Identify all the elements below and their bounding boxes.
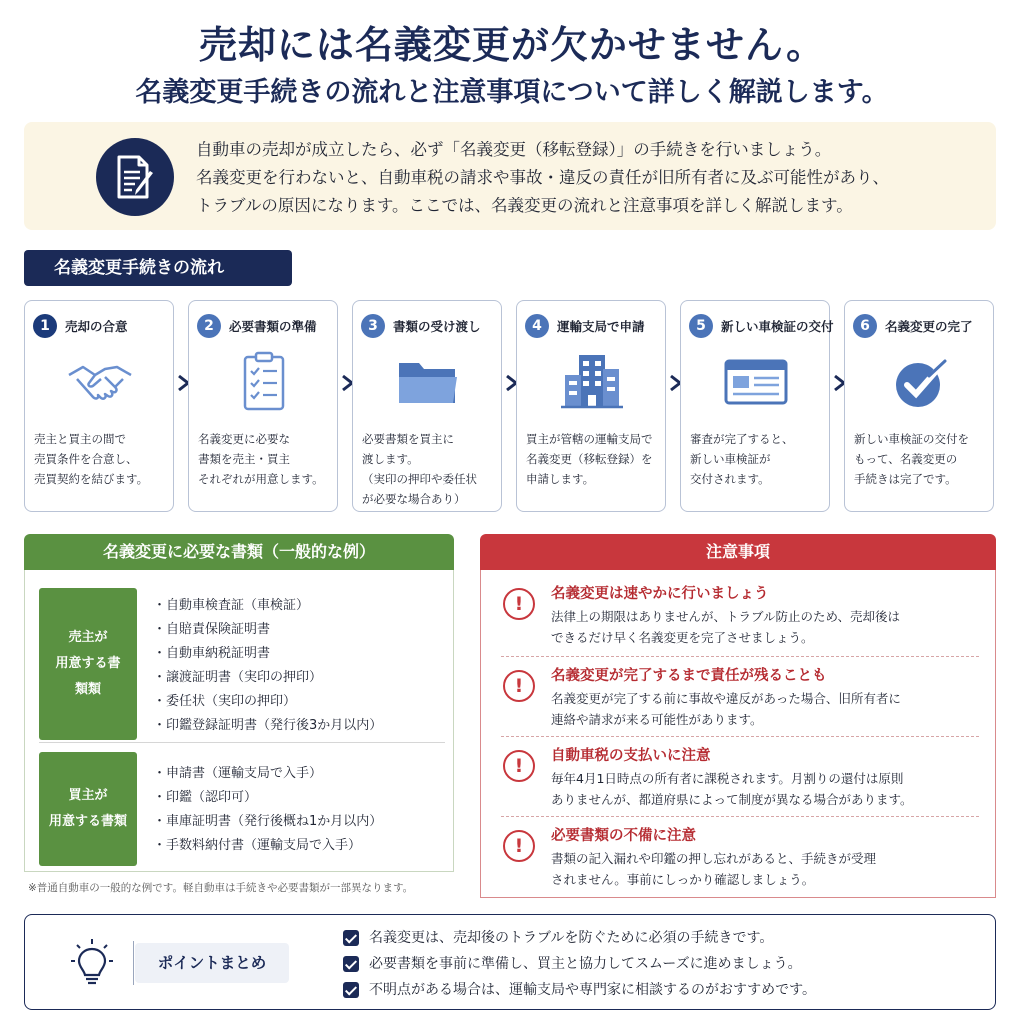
document-item: ・ 自動車検査証（車検証） <box>153 594 382 618</box>
group-label-line: 買主が <box>68 788 108 803</box>
step-number: 1 <box>33 314 57 338</box>
step-description <box>854 429 990 489</box>
page-title: 売却には名義変更が欠かせません。 <box>198 23 826 67</box>
warning-text-line: ありませんが、都道府県によって制度が異なる場合があります。 <box>551 792 913 807</box>
warning-divider <box>501 816 979 817</box>
clipboard-checklist-icon <box>229 351 299 413</box>
step-desc-line: 書類を売主・買主 <box>198 452 290 466</box>
group-label-line: 類類 <box>74 682 101 697</box>
step-desc-line: 交付されます。 <box>690 472 770 486</box>
step-title: 売却の合意 <box>65 319 128 334</box>
step-title: 運輸支局で申請 <box>557 319 645 334</box>
step-desc-line: （実印の押印や委任状 <box>362 472 477 486</box>
warning-title: 自動車税の支払いに注意 <box>551 748 711 764</box>
checkbox-checked-icon <box>343 956 359 972</box>
step-desc-line: 売主と買主の間で <box>34 432 126 446</box>
lightbulb-icon <box>69 937 115 989</box>
step-description <box>34 429 170 489</box>
summary-divider <box>133 941 134 985</box>
step-desc-line: 渡します。 <box>362 452 419 466</box>
folder-icon <box>393 351 463 413</box>
flow-steps <box>24 300 998 512</box>
exclamation-circle-icon: ! <box>503 750 535 782</box>
step-description <box>526 429 662 489</box>
step-desc-line: 審査が完了すると、 <box>690 432 794 446</box>
document-item: ・ 印鑑登録証明書（発行後3か月以内） <box>153 714 382 738</box>
step-desc-line: 申請します。 <box>526 472 595 486</box>
summary-label: ポイントまとめ <box>135 943 289 983</box>
warning-title: 必要書類の不備に注意 <box>551 828 696 844</box>
warning-title: 名義変更は速やかに行いましょう <box>551 586 769 602</box>
certificate-card-icon <box>721 351 791 413</box>
document-item: ・ 譲渡証明書（実印の押印） <box>153 666 382 690</box>
check-circle-icon <box>885 351 955 413</box>
step-desc-line: 買主が管轄の運輸支局で <box>526 432 653 446</box>
warnings-heading: 注意事項 <box>480 534 996 570</box>
warning-divider <box>501 656 979 657</box>
step-card-2 <box>188 300 338 512</box>
intro-line: 自動車の売却が成立したら、必ず「名義変更（移転登録）」の手続きを行いましょう。 <box>196 140 832 159</box>
warning-text-line: 毎年4月1日時点の所有者に課税されます。月割りの還付は原則 <box>551 771 904 786</box>
step-desc-line: 新しい車検証が <box>690 452 771 466</box>
summary-item-text: 名義変更は、売却後のトラブルを防ぐために必須の手続きです。 <box>369 930 774 946</box>
warning-text-line: できるだけ早く名義変更を完了させましょう。 <box>551 630 814 645</box>
step-description <box>198 429 334 489</box>
step-desc-line: 手続きは完了です。 <box>854 472 957 486</box>
warnings-box <box>480 570 996 898</box>
summary-box <box>24 914 996 1010</box>
document-item: ・ 自動車納税証明書 <box>153 642 382 666</box>
group-label-line: 用意する書類 <box>48 814 127 829</box>
step-desc-line: もって、名義変更の <box>854 452 958 466</box>
exclamation-circle-icon: ! <box>503 588 535 620</box>
step-desc-line: 新しい車検証の交付を <box>854 432 969 446</box>
step-desc-line: が必要な場合あり） <box>362 492 466 506</box>
intro-text <box>196 136 986 220</box>
step-number: 4 <box>525 314 549 338</box>
warning-text-line: 法律上の期限はありませんが、トラブル防止のため、売却後は <box>551 609 901 624</box>
seller-document-list <box>153 594 382 738</box>
summary-item <box>343 977 816 1003</box>
document-item: ・ 委任状（実印の押印） <box>153 690 382 714</box>
step-desc-line: 売買契約を結びます。 <box>34 472 149 486</box>
warning-text <box>551 768 981 810</box>
step-card-1 <box>24 300 174 512</box>
handshake-icon <box>65 351 135 413</box>
exclamation-circle-icon: ! <box>503 670 535 702</box>
checkbox-checked-icon <box>343 930 359 946</box>
warning-item <box>501 662 981 736</box>
step-title: 名義変更の完了 <box>885 319 973 334</box>
intro-line: トラブルの原因になります。ここでは、名義変更の流れと注意事項を詳しく解説します。 <box>196 196 853 215</box>
summary-item-text: 必要書類を事前に準備し、買主と協力してスムーズに進めましょう。 <box>369 956 802 972</box>
step-card-4 <box>516 300 666 512</box>
step-title: 新しい車検証の交付 <box>721 319 834 334</box>
document-item: ・ 自賠責保険証明書 <box>153 618 382 642</box>
step-title: 書類の受け渡し <box>393 319 481 334</box>
document-item: ・ 印鑑（認印可） <box>153 786 382 810</box>
step-description <box>362 429 498 509</box>
documents-heading: 名義変更に必要な書類（一般的な例） <box>24 534 454 570</box>
step-desc-line: 名義変更に必要な <box>198 432 290 446</box>
warning-divider <box>501 736 979 737</box>
document-pen-icon <box>96 138 174 216</box>
exclamation-circle-icon: ! <box>503 830 535 862</box>
warning-text <box>551 606 981 648</box>
step-number: 5 <box>689 314 713 338</box>
step-number: 3 <box>361 314 385 338</box>
documents-box <box>24 570 454 872</box>
group-label-line: 売主が <box>68 630 108 645</box>
document-item: ・ 手数料納付書（運輸支局で入手） <box>153 834 382 858</box>
warning-title: 名義変更が完了するまで責任が残ることも <box>551 668 827 684</box>
checkbox-checked-icon <box>343 982 359 998</box>
warning-item <box>501 580 981 654</box>
step-desc-line: 売買条件を合意し、 <box>34 452 138 466</box>
page-subtitle: 名義変更手続きの流れと注意事項について詳しく解説します。 <box>135 77 889 108</box>
step-description <box>690 429 826 489</box>
summary-item <box>343 925 816 951</box>
office-building-icon <box>557 351 627 413</box>
warning-text-line: 書類の記入漏れや印鑑の押し忘れがあると、手続きが受理 <box>551 851 877 866</box>
seller-group-label <box>39 588 137 740</box>
group-label-line: 用意する書 <box>55 656 121 671</box>
summary-item <box>343 951 816 977</box>
intro-line: 名義変更を行わないと、自動車税の請求や事故・違反の責任が旧所有者に及ぶ可能性があり、 <box>196 168 889 187</box>
warning-text-line: 名義変更が完了する前に事故や違反があった場合、旧所有者に <box>551 691 901 706</box>
document-item: ・ 車庫証明書（発行後概ね1か月以内） <box>153 810 382 834</box>
document-item: ・ 申請書（運輸支局で入手） <box>153 762 382 786</box>
flow-heading: 名義変更手続きの流れ <box>24 250 292 286</box>
warning-item <box>501 822 981 896</box>
step-title: 必要書類の準備 <box>229 319 317 334</box>
summary-item-text: 不明点がある場合は、運輸支局や専門家に相談するのがおすすめです。 <box>369 982 817 998</box>
buyer-document-list <box>153 762 382 858</box>
warning-text <box>551 688 981 730</box>
step-card-5 <box>680 300 834 512</box>
warning-text-line: 連絡や請求が来る可能性があります。 <box>551 712 763 727</box>
step-desc-line: 名義変更（移転登録）を <box>526 452 653 466</box>
step-number: 2 <box>197 314 221 338</box>
buyer-group-label <box>39 752 137 866</box>
step-card-3 <box>352 300 502 512</box>
step-card-6 <box>844 300 994 512</box>
intro-box <box>24 122 996 230</box>
summary-list <box>343 925 816 1003</box>
warning-item <box>501 742 981 816</box>
step-desc-line: 必要書類を買主に <box>362 432 454 446</box>
documents-note: ※普通自動車の一般的な例です。軽自動車は手続きや必要書類が一部異なります。 <box>28 882 414 894</box>
step-desc-line: それぞれが用意します。 <box>198 472 324 486</box>
warning-text <box>551 848 981 890</box>
group-divider <box>39 742 445 743</box>
warning-text-line: されません。事前にしっかり確認しましょう。 <box>551 872 815 887</box>
step-number: 6 <box>853 314 877 338</box>
